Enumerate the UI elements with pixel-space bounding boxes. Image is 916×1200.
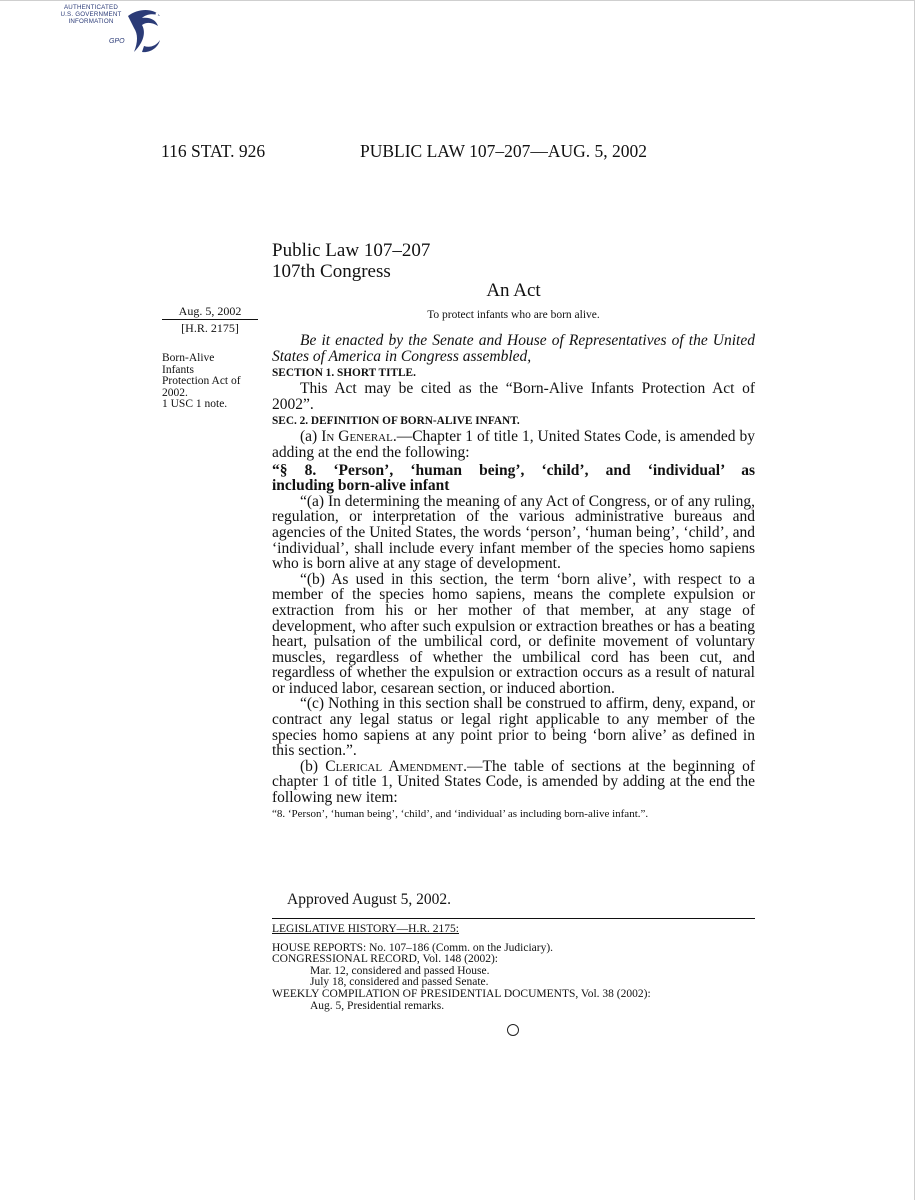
paragraph-c: “(c) Nothing in this section shall be construed to affirm, deny, expand, or contract any legal status or legal right applicable to any member of the species homo sapiens at any point prior to being ‘born alive’ as defined in this section.”.: [272, 695, 755, 760]
enactment-date: Aug. 5, 2002: [162, 304, 258, 320]
page-end-circle: [507, 1024, 519, 1036]
law-number: Public Law 107–207: [272, 240, 431, 261]
logo-line: INFORMATION: [68, 18, 114, 25]
section-2a-label: (a): [300, 428, 322, 446]
logo-line: U.S. GOVERNMENT: [60, 11, 122, 18]
section-1-text: This Act may be cited as the “Born-Alive Infants Protection Act of 2002”.: [272, 380, 755, 413]
congress-number: 107th Congress: [272, 261, 391, 282]
section-8-heading-line1: “§ 8. ‘Person’, ‘human being’, ‘child’, and ‘individual’ as: [272, 461, 755, 479]
section-2a: [272, 429, 755, 460]
an-act-heading: An Act: [486, 280, 541, 301]
section-2-heading: SEC. 2. DEFINITION OF BORN-ALIVE INFANT.: [272, 415, 520, 428]
bill-number: [H.R. 2175]: [181, 321, 239, 335]
margin-note-line: Infants: [162, 363, 194, 376]
margin-note-line: 2002.: [162, 386, 188, 399]
act-purpose: To protect infants who are born alive.: [427, 309, 600, 321]
history-line: HOUSE REPORTS: No. 107–186 (Comm. on the Judiciary).: [272, 941, 554, 954]
section-8-heading-line2: including born-alive infant: [272, 477, 450, 495]
history-lines: [272, 943, 755, 1013]
gpo-authenticated-logo: [56, 4, 166, 56]
history-line: July 18, considered and passed Senate.: [310, 976, 489, 989]
running-title: PUBLIC LAW 107–207—AUG. 5, 2002: [360, 141, 648, 161]
section-2b-text: .—The table of sections at the beginning of chapter 1 of title 1, United States Code, is amended by adding at the end the following new item:: [272, 757, 756, 807]
law-designation: [272, 240, 430, 282]
act-body: [272, 333, 755, 822]
logo-gpo: GPO: [109, 38, 125, 45]
approval-line: Approved August 5, 2002.: [287, 891, 452, 908]
history-line: CONGRESSIONAL RECORD, Vol. 148 (2002):: [272, 953, 498, 966]
new-table-item: “8. ‘Person’, ‘human being’, ‘child’, and ‘individual’ as including born-alive infant.”.: [272, 807, 649, 820]
paragraph-b: “(b) As used in this section, the term ‘born alive’, with respect to a member of the species homo sapiens, means the complete expulsion or extraction from his or her mother of that member, at any stage of development, who after such expulsion or extraction breathes or has a beating heart, pulsation of the umbilical cord, or definite movement of voluntary muscles, regardless of whether the umbilical cord has been cut, and regardless of whether the expulsion or extraction occurs as a result of natural or induced labor, cesarean section, or induced abortion.: [272, 570, 755, 697]
logo-text: [56, 4, 126, 25]
section-2a-text: .—Chapter 1 of title 1, United States Code, is amended by adding at the end the following:: [272, 428, 756, 461]
history-line: Aug. 5, Presidential remarks.: [310, 999, 445, 1012]
enacting-clause: Be it enacted by the Senate and House of Representatives of the United States of America in Congress assembled,: [272, 332, 755, 365]
legislative-history: [272, 918, 755, 1012]
margin-note-line: Born-Alive: [162, 352, 215, 364]
paragraph-a: “(a) In determining the meaning of any Act of Congress, or of any ruling, regulation, or interpretation of the various administrative bureaus and agencies of the United States, the words ‘person’, ‘human being’, ‘child’, and ‘individual’, shall include every infant member of the species homo sapiens who is born alive at any stage of development.: [272, 492, 755, 573]
stat-citation: 116 STAT. 926: [161, 141, 266, 161]
margin-note-line: 1 USC 1 note.: [162, 398, 228, 410]
margin-note: [162, 353, 262, 411]
eagle-icon: [120, 6, 166, 56]
section-2b: [272, 759, 755, 806]
section-1-heading: SECTION 1. SHORT TITLE.: [272, 367, 416, 380]
logo-line: AUTHENTICATED: [63, 4, 119, 11]
margin-date-box: [162, 304, 258, 335]
history-line: Mar. 12, considered and passed House.: [310, 964, 490, 977]
section-2a-caption: In General: [321, 428, 393, 446]
margin-note-line: Protection Act of: [162, 375, 241, 387]
section-8-heading: [272, 463, 755, 494]
section-2b-label: (b): [300, 757, 326, 775]
history-heading: LEGISLATIVE HISTORY—H.R. 2175:: [272, 923, 459, 935]
history-line: WEEKLY COMPILATION OF PRESIDENTIAL DOCUMENTS, Vol. 38 (2002):: [272, 987, 651, 1000]
section-2b-caption: Clerical Amendment: [325, 757, 464, 775]
